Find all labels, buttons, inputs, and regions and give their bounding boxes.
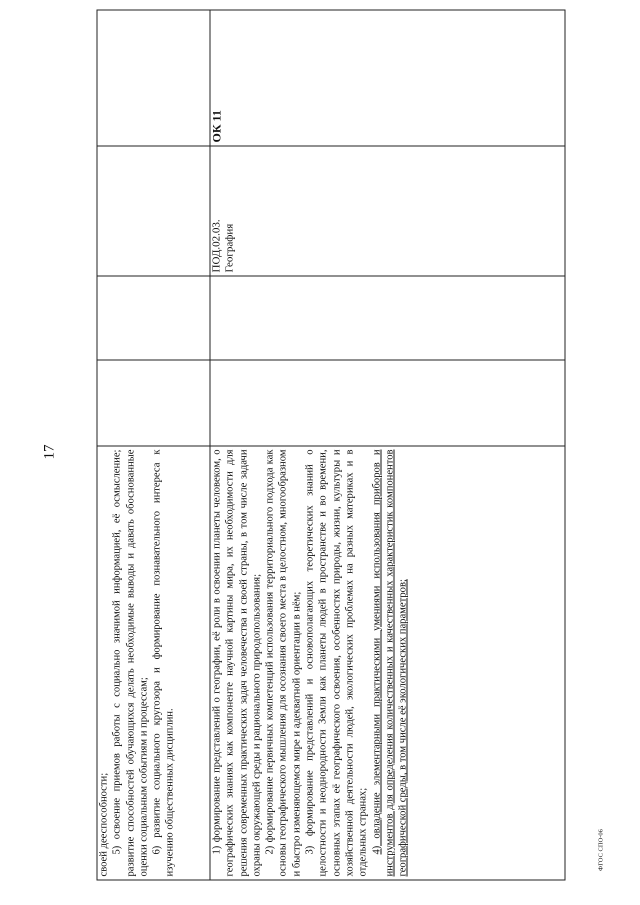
content-paragraph: 3) формирование представлений и основополагающих теоретических знаний о целостности и неоднородности Земли как планеты людей в пространстве и во времени, основных этапах её географического освоения, особенностях природы, жизни, культуры и хозяйственной деятельности людей, экологических проблемах на разных материках и в отдельных странах; — [304, 449, 369, 877]
subject-cell — [210, 146, 565, 276]
table-row — [97, 10, 210, 880]
content-paragraph: 5) освоение приемов работы с социально значимой информацией, её осмысление; развитие способностей обучающихся делать необходимые выводы и давать обоснованные оценки социальным событиям и процессам; — [111, 449, 150, 877]
subject-name: География — [223, 223, 236, 273]
content-paragraph: 2) формирование первичных компетенций использования территориального подхода как основы географического мышления для осознания своего места в целостном, многообразном и быстро изменяющемся мире и адекватной ориентации в нём; — [264, 449, 303, 877]
content-cell — [97, 446, 210, 880]
page-number: 17 — [41, 444, 58, 460]
competence-cell — [210, 10, 565, 146]
content-cell — [210, 446, 565, 880]
footer-code: ФГОС СПО-06 — [597, 829, 605, 871]
empty-cell — [97, 10, 210, 146]
empty-cell — [97, 360, 210, 446]
empty-cell — [210, 276, 565, 360]
competence-code: ОК 11 — [209, 110, 224, 143]
empty-cell — [97, 276, 210, 360]
standards-table — [97, 10, 566, 881]
empty-cell — [210, 360, 565, 446]
empty-cell — [97, 146, 210, 276]
content-paragraph: своей дееспособности; — [98, 772, 110, 877]
content-paragraph: 1) формирование представлений о географии, её роли в освоении планеты человеком, о географических знаниях как компоненте научной картины мира, их необходимости для решения современных практических задач человечества и своей страны, в том числе задачи охраны окружающей среды и рационального природопользования; — [211, 449, 263, 877]
content-paragraph: 6) развитие социального кругозора и формирование познавательного интереса к изучению общественных дисциплин. — [151, 449, 176, 877]
content-paragraph: 4) овладение элементарными практическими умениями использования приборов и инструментов для определения количественных и качественных характеристик компонентов географической среды, в том числе её экологических параметров; — [371, 449, 409, 877]
subject-code: ПОД.02.03. — [210, 219, 223, 273]
rotated-table-wrapper — [97, 10, 565, 880]
table-row — [210, 10, 565, 880]
